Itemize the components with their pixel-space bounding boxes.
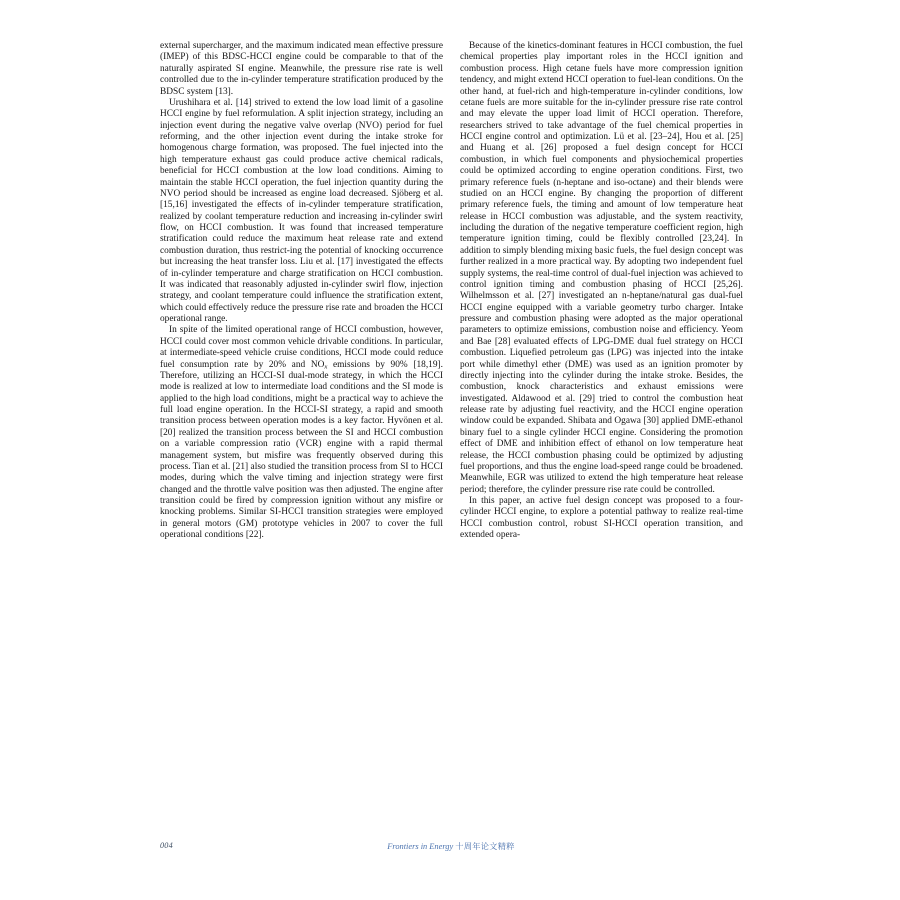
paragraph: external supercharger, and the maximum indicated mean effective pressure (IMEP) of this BDSC-HCCI engine could be comparable to that of the naturally aspirated SI engine. Meanwhile, the pressure rise rate is well controlled due to the in-cylinder temperature stratification produced by the BDSC system [13].	[160, 41, 443, 97]
running-head-journal-title: Frontiers in Energy	[387, 842, 454, 851]
paragraph: In this paper, an active fuel design concept was proposed to a four-cylinder HCCI engine, to explore a potential pathway to realize real-time HCCI combustion control, robust SI-HCCI operation transition, and extended opera-	[460, 496, 743, 541]
nox-subscript: x	[324, 362, 328, 370]
page-number: 004	[160, 841, 173, 850]
right-column	[460, 41, 743, 801]
paragraph	[160, 325, 443, 541]
two-column-body	[160, 41, 742, 801]
paragraph: Urushihara et al. [14] strived to extend the low load limit of a gasoline HCCI engine by fuel reformulation. A split injection strategy, including an injection event during the negative valve overlap (NVO) period for fuel reforming, and the other injection event during the intake stroke for homogenous charge formation, was proposed. The fuel injected into the high temperature exhaust gas could produce active chemical radicals, beneficial for HCCI combustion at the low load conditions. Aiming to maintain the stable HCCI operation, the fuel injection quantity during the NVO period should be increased as engine load decreased. Sjöberg et al. [15,16] investigated the effects of in-cylinder temperature stratification, realized by coolant temperature reduction and increasing in-cylinder swirl flow, on HCCI combustion. It was found that increased temperature stratification could reduce the maximum heat release rate and extend combustion duration, thus restrict-ing the potential of knocking occurrence but increasing the heat transfer loss. Liu et al. [17] investigated the effects of in-cylinder temperature and charge stratification on HCCI combustion. It was indicated that reasonably adjusted in-cylinder swirl flow, injection strategy, and coolant temperature could influence the stratification extent, which could effectively reduce the pressure rise rate and broaden the HCCI operational range.	[160, 97, 443, 324]
paragraph-text-after-subscript: emissions by 90% [18,19]. Therefore, utilizing an HCCI-SI dual-mode strategy, in which the HCCI mode is realized at low to intermediate load conditions and the SI mode is applied to the high load conditions, might be a practical way to achieve the full load engine operation. In the HCCI-SI strategy, a rapid and smooth transition process between operation modes is a key factor. Hyvönen et al. [20] realized the transition process between the SI and HCCI combustion on a variable compression ratio (VCR) engine with a rapid thermal management system, but misfire was frequently observed during this process. Tian et al. [21] also studied the transition process from SI to HCCI modes, during which the valve timing and injection strategy were first changed and the throttle valve position was then adjusted. The engine after transition could be fired by compression ignition without any misfire or knocking problems. Similar SI-HCCI transition strategies were employed in general motors (GM) prototype vehicles in 2007 to cover the full operational conditions [22].	[160, 359, 443, 541]
running-head	[160, 841, 742, 852]
running-head-subtitle-cjk: 十周年论文精粹	[455, 841, 515, 851]
paragraph-text-before-subscript: In spite of the limited operational range of HCCI combustion, however, HCCI could cover most common vehicle drivable conditions. In particular, at intermediate-speed vehicle cruise conditions, HCCI mode could reduce fuel consumption rate by 20% and NO	[160, 325, 443, 370]
paragraph: Because of the kinetics-dominant features in HCCI combustion, the fuel chemical properties play important roles in the HCCI ignition and combustion process. High cetane fuels have more compression ignition tendency, and might extend HCCI operation to fuel-lean conditions. On the other hand, at fuel-rich and high-temperature in-cylinder conditions, low cetane fuels are more suitable for the in-cylinder pressure rise rate control and may elevate the upper load limit of HCCI operation. Therefore, researchers strived to take advantage of the fuel chemical properties in HCCI engine control and optimization. Lü et al. [23–24], Hou et al. [25] and Huang et al. [26] proposed a fuel design concept for HCCI combustion, in which fuel components and physiochemical properties could be optimized according to engine operation conditions. First, two primary reference fuels (n-heptane and iso-octane) and their blends were studied on an HCCI engine. By changing the proportion of different primary reference fuels, the timing and amount of low temperature heat release in HCCI combustion was adjustable, and the system reactivity, including the duration of the negative temperature coefficient region, high temperature ignition timing, could be flexibly controlled [23,24]. In addition to simply blending mixing basic fuels, the fuel design concept was further realized in a more practical way. By adopting two independent fuel supply systems, the real-time control of dual-fuel injection was achieved to control ignition timing and combustion phasing of HCCI [25,26]. Wilhelmsson et al. [27] investigated an n-heptane/natural gas dual-fuel HCCI engine equipped with a variable geometry turbo charger. Intake pressure and combustion phasing were adopted as the major operational parameters to optimize emissions, combustion noise and efficiency. Yeom and Bae [28] evaluated effects of LPG-DME dual fuel strategy on HCCI combustion. Liquefied petroleum gas (LPG) was injected into the intake port while dimethyl ether (DME) was used as an ignition promoter by directly injecting into the cylinder during the intake stroke. Besides, the combustion, knock characteristics and exhaust emissions were investigated. Aldawood et al. [29] tried to control the combustion heat release rate by adjusting fuel reactivity, and the HCCI engine operation window could be expanded. Shibata and Ogawa [30] applied DME-ethanol binary fuel to a single cylinder HCCI engine. Considering the promotion effect of DME and inhibition effect of ethanol on low temperature heat release, the HCCI combustion phasing could be optimized by adjusting fuel proportions, and thus the engine load-speed range could be broadened. Meanwhile, EGR was utilized to extend the high temperature heat release period; therefore, the cylinder pressure rise rate could be controlled.	[460, 41, 743, 495]
page-footer	[160, 841, 742, 855]
left-column	[160, 41, 443, 801]
